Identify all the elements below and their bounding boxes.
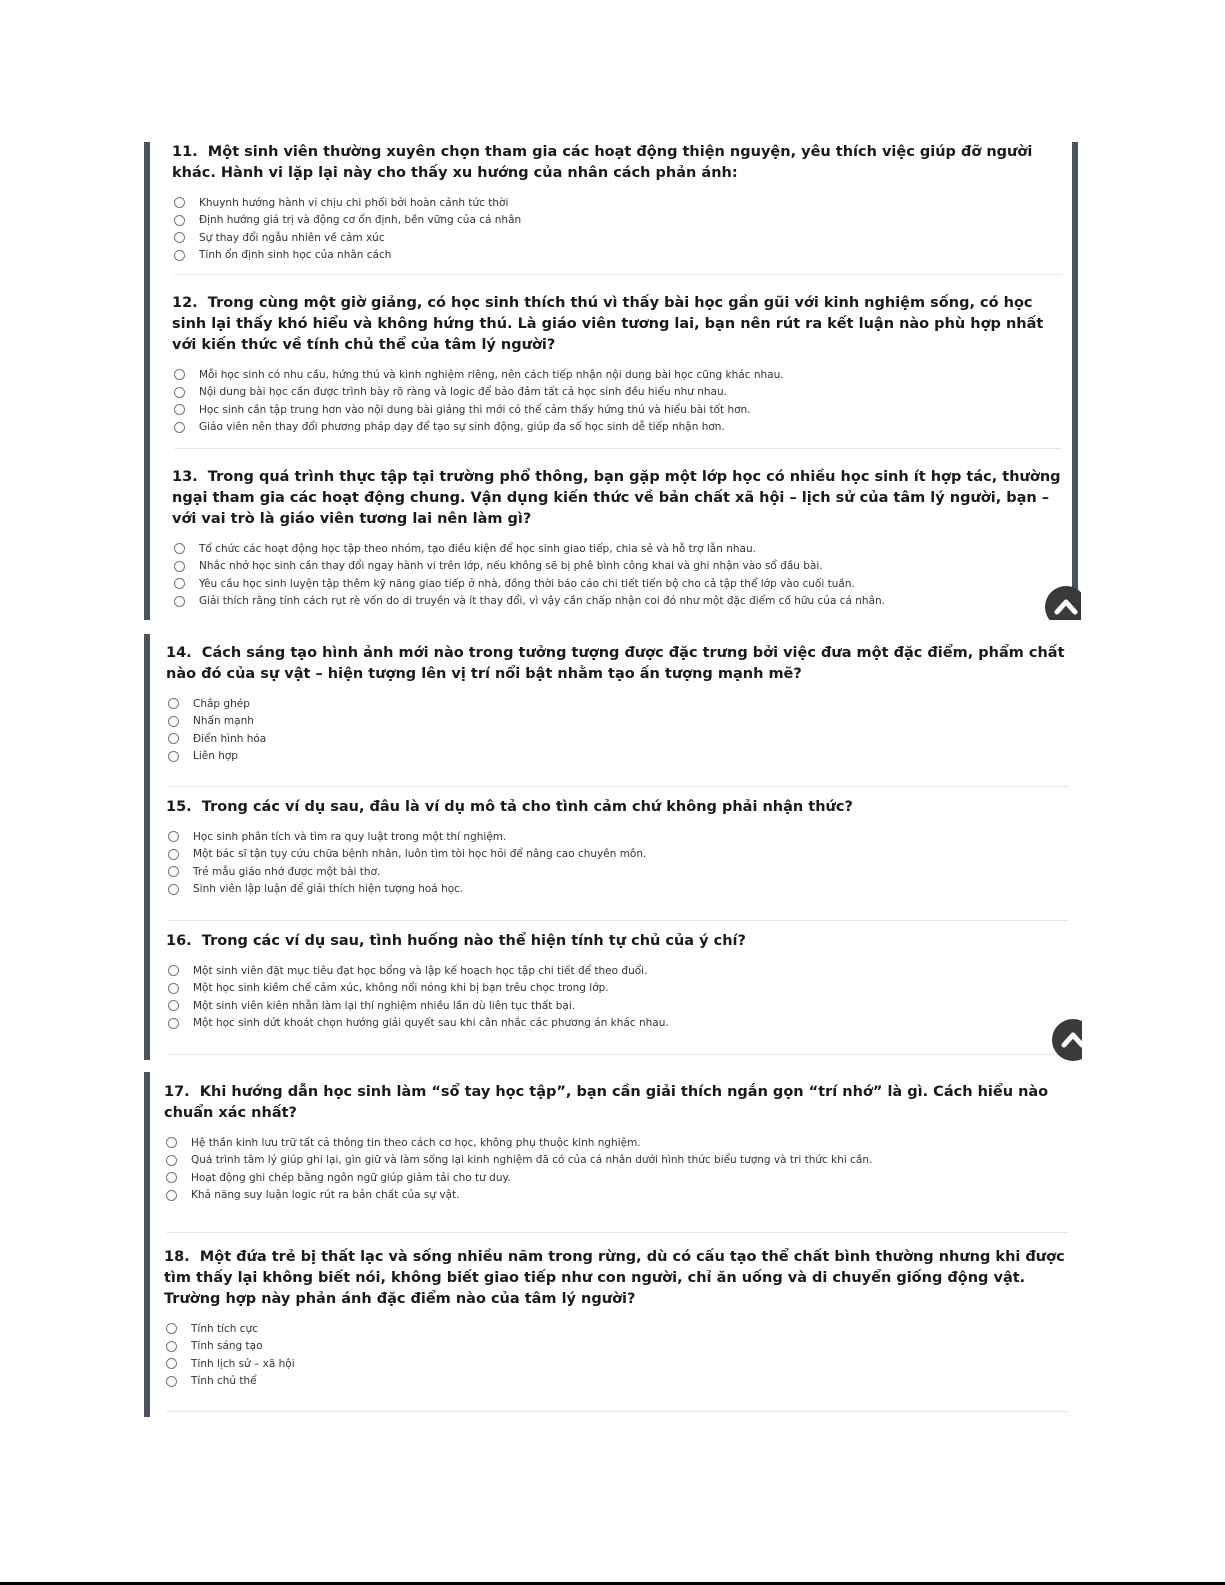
answer-option[interactable]: Tính ổn định sinh học của nhân cách <box>174 247 1072 265</box>
question-15 <box>150 797 1078 898</box>
question-title: 17. Khi hướng dẫn học sinh làm “sổ tay học tập”, bạn cần giải thích ngắn gọn “trí nhớ” là gì. Cách hiểu nào chuẩn xác nhất? <box>164 1084 1049 1121</box>
radio-button[interactable] <box>168 965 179 976</box>
answer-option[interactable]: Học sinh cần tập trung hơn vào nội dung bài giảng thì mới có thể cảm thấy hứng thú và hiểu bài tốt hơn. <box>174 401 1072 419</box>
question-title: 12. Trong cùng một giờ giảng, có học sinh thích thú vì thấy bài học gần gũi với kinh nghiệm sống, có học sinh lại thấy khó hiểu và không hứng thú. Là giáo viên tương lai, bạn nên rút ra kết luận nào phù hợp nhất với kiến thức về tính chủ thể của tâm lý người? <box>172 295 1044 353</box>
options-list <box>166 1134 1078 1204</box>
question-title: 13. Trong quá trình thực tập tại trường phổ thông, bạn gặp một lớp học có nhiều học sinh ít hợp tác, thường ngại tham gia các hoạt động chung. Vận dụng kiến thức về bản chất xã hội – lịch sử của tâm lý người, bạn – với vai trò là giáo viên tương lai nên làm gì? <box>172 469 1061 527</box>
question-title: 11. Một sinh viên thường xuyên chọn tham gia các hoạt động thiện nguyện, yêu thích việc giúp đỡ người khác. Hành vi lặp lại này cho thấy xu hướng của nhân cách phản ánh: <box>172 144 1033 181</box>
radio-button[interactable] <box>174 596 185 607</box>
question-16 <box>150 931 1078 1032</box>
answer-option[interactable]: Một sinh viên đặt mục tiêu đạt học bổng và lập kế hoạch học tập chi tiết để theo đuổi. <box>168 962 1078 980</box>
question-title: 18. Một đứa trẻ bị thất lạc và sống nhiều năm trong rừng, dù có cấu tạo thể chất bình thường nhưng khi được tìm thấy lại không biết nói, không biết giao tiếp như con người, chỉ ăn uống và di chuyển giống động vật. Trường hợp này phản ánh đặc điểm nào của tâm lý người? <box>164 1249 1065 1307</box>
answer-option[interactable]: Chắp ghép <box>168 695 1078 713</box>
divider <box>168 786 1068 787</box>
radio-button[interactable] <box>174 232 185 243</box>
answer-option[interactable]: Hoạt động ghi chép bằng ngôn ngữ giúp giảm tải cho tư duy. <box>166 1169 1078 1187</box>
options-list <box>168 962 1078 1032</box>
question-14 <box>150 643 1078 765</box>
answer-option[interactable]: Tổ chức các hoạt động học tập theo nhóm, tạo điều kiện để học sinh giao tiếp, chia sẻ và hỗ trợ lẫn nhau. <box>174 540 1072 558</box>
answer-option[interactable]: Tính sáng tạo <box>166 1338 1078 1356</box>
scroll-top-circle[interactable] <box>1052 1019 1082 1061</box>
radio-button[interactable] <box>166 1155 177 1166</box>
question-block-1 <box>144 142 1078 620</box>
answer-option[interactable]: Hệ thần kinh lưu trữ tất cả thông tin theo cách cơ học, không phụ thuộc kinh nghiệm. <box>166 1134 1078 1152</box>
radio-button[interactable] <box>168 849 179 860</box>
radio-button[interactable] <box>168 1000 179 1011</box>
radio-button[interactable] <box>174 197 185 208</box>
radio-button[interactable] <box>166 1137 177 1148</box>
radio-button[interactable] <box>166 1190 177 1201</box>
radio-button[interactable] <box>166 1172 177 1183</box>
scroll-top-button[interactable] <box>1052 1019 1082 1061</box>
answer-option[interactable]: Một học sinh dứt khoát chọn hướng giải quyết sau khi cân nhắc các phương án khác nhau. <box>168 1015 1078 1033</box>
answer-option[interactable]: Quá trình tâm lý giúp ghi lại, gìn giữ và làm sống lại kinh nghiệm đã có của cá nhân dưới hình thức biểu tượng và tri thức khi cần. <box>166 1152 1078 1170</box>
answer-option[interactable]: Giáo viên nên thay đổi phương pháp dạy để tạo sự sinh động, giúp đa số học sinh dễ tiếp nhận hơn. <box>174 419 1072 437</box>
answer-option[interactable]: Định hướng giá trị và động cơ ổn định, bền vững của cá nhân <box>174 212 1072 230</box>
answer-option[interactable]: Sự thay đổi ngẫu nhiên về cảm xúc <box>174 229 1072 247</box>
answer-option[interactable]: Nhắc nhở học sinh cần thay đổi ngay hành vi trên lớp, nếu không sẽ bị phê bình công khai và ghi nhận vào sổ đầu bài. <box>174 558 1072 576</box>
answer-option[interactable]: Trẻ mẫu giáo nhớ được một bài thơ. <box>168 863 1078 881</box>
options-list <box>168 695 1078 765</box>
divider <box>174 274 1062 275</box>
radio-button[interactable] <box>174 250 185 261</box>
answer-option[interactable]: Sinh viên lập luận để giải thích hiện tượng hoá học. <box>168 881 1078 899</box>
options-list <box>174 194 1072 264</box>
divider <box>166 1411 1068 1412</box>
radio-button[interactable] <box>174 369 185 380</box>
options-list <box>168 828 1078 898</box>
answer-option[interactable]: Một học sinh kiềm chế cảm xúc, không nổi nóng khi bị bạn trêu chọc trong lớp. <box>168 980 1078 998</box>
radio-button[interactable] <box>174 543 185 554</box>
radio-button[interactable] <box>168 698 179 709</box>
divider <box>168 1054 1068 1055</box>
question-17 <box>150 1082 1078 1204</box>
radio-button[interactable] <box>174 422 185 433</box>
divider <box>168 920 1068 921</box>
chevron-up-icon <box>1061 1030 1082 1048</box>
options-list <box>174 540 1072 610</box>
radio-button[interactable] <box>168 866 179 877</box>
answer-option[interactable]: Nội dung bài học cần được trình bày rõ ràng và logic để bảo đảm tất cả học sinh đều hiểu như nhau. <box>174 384 1072 402</box>
radio-button[interactable] <box>166 1376 177 1387</box>
radio-button[interactable] <box>174 404 185 415</box>
scroll-top-circle[interactable] <box>1045 586 1081 620</box>
radio-button[interactable] <box>168 751 179 762</box>
question-13 <box>150 467 1072 610</box>
radio-button[interactable] <box>168 831 179 842</box>
radio-button[interactable] <box>174 561 185 572</box>
answer-option[interactable]: Tính lịch sử – xã hội <box>166 1355 1078 1373</box>
answer-option[interactable]: Nhấn mạnh <box>168 713 1078 731</box>
radio-button[interactable] <box>168 983 179 994</box>
answer-option[interactable]: Tính tích cực <box>166 1320 1078 1338</box>
question-title: 15. Trong các ví dụ sau, đâu là ví dụ mô tả cho tình cảm chứ không phải nhận thức? <box>166 799 853 815</box>
radio-button[interactable] <box>166 1358 177 1369</box>
question-title: 14. Cách sáng tạo hình ảnh mới nào trong tưởng tượng được đặc trưng bởi việc đưa một đặc điểm, phẩm chất nào đó của sự vật – hiện tượng lên vị trí nổi bật nhằm tạo ấn tượng mạnh mẽ? <box>166 645 1065 682</box>
divider <box>174 448 1062 449</box>
radio-button[interactable] <box>166 1323 177 1334</box>
scroll-top-button[interactable] <box>1045 586 1081 620</box>
chevron-up-icon <box>1054 597 1078 615</box>
radio-button[interactable] <box>168 884 179 895</box>
answer-option[interactable]: Một sinh viên kiên nhẫn làm lại thí nghiệm nhiều lần dù liên tục thất bại. <box>168 997 1078 1015</box>
radio-button[interactable] <box>174 387 185 398</box>
options-list <box>174 366 1072 436</box>
question-12 <box>150 293 1072 436</box>
answer-option[interactable]: Một bác sĩ tận tụy cứu chữa bệnh nhân, luôn tìm tòi học hỏi để nâng cao chuyên môn. <box>168 846 1078 864</box>
answer-option[interactable]: Học sinh phân tích và tìm ra quy luật trong một thí nghiệm. <box>168 828 1078 846</box>
radio-button[interactable] <box>168 1018 179 1029</box>
divider <box>166 1232 1068 1233</box>
question-11 <box>150 142 1072 264</box>
radio-button[interactable] <box>166 1341 177 1352</box>
radio-button[interactable] <box>174 215 185 226</box>
options-list <box>166 1320 1078 1390</box>
answer-option[interactable]: Tính chủ thể <box>166 1373 1078 1391</box>
question-block-2 <box>144 634 1078 1060</box>
answer-option[interactable]: Mỗi học sinh có nhu cầu, hứng thú và kinh nghiệm riêng, nên cách tiếp nhận nội dung bài học cũng khác nhau. <box>174 366 1072 384</box>
answer-option[interactable]: Giải thích rằng tính cách rụt rè vốn do di truyền và ít thay đổi, vì vậy cần chấp nhận coi đó như một đặc điểm cố hữu của cá nhân. <box>174 593 1072 611</box>
answer-option[interactable]: Yêu cầu học sinh luyện tập thêm kỹ năng giao tiếp ở nhà, đồng thời báo cáo chi tiết tiến bộ cho cả tập thể lớp vào cuối tuần. <box>174 575 1072 593</box>
answer-option[interactable]: Khả năng suy luận logic rút ra bản chất của sự vật. <box>166 1187 1078 1205</box>
answer-option[interactable]: Điển hình hóa <box>168 730 1078 748</box>
question-title: 16. Trong các ví dụ sau, tình huống nào thể hiện tính tự chủ của ý chí? <box>166 933 746 949</box>
question-18 <box>150 1247 1078 1390</box>
radio-button[interactable] <box>168 716 179 727</box>
radio-button[interactable] <box>168 733 179 744</box>
answer-option[interactable]: Khuynh hướng hành vi chịu chi phối bởi hoàn cảnh tức thời <box>174 194 1072 212</box>
radio-button[interactable] <box>174 578 185 589</box>
question-block-3 <box>144 1072 1078 1417</box>
answer-option[interactable]: Liên hợp <box>168 748 1078 766</box>
